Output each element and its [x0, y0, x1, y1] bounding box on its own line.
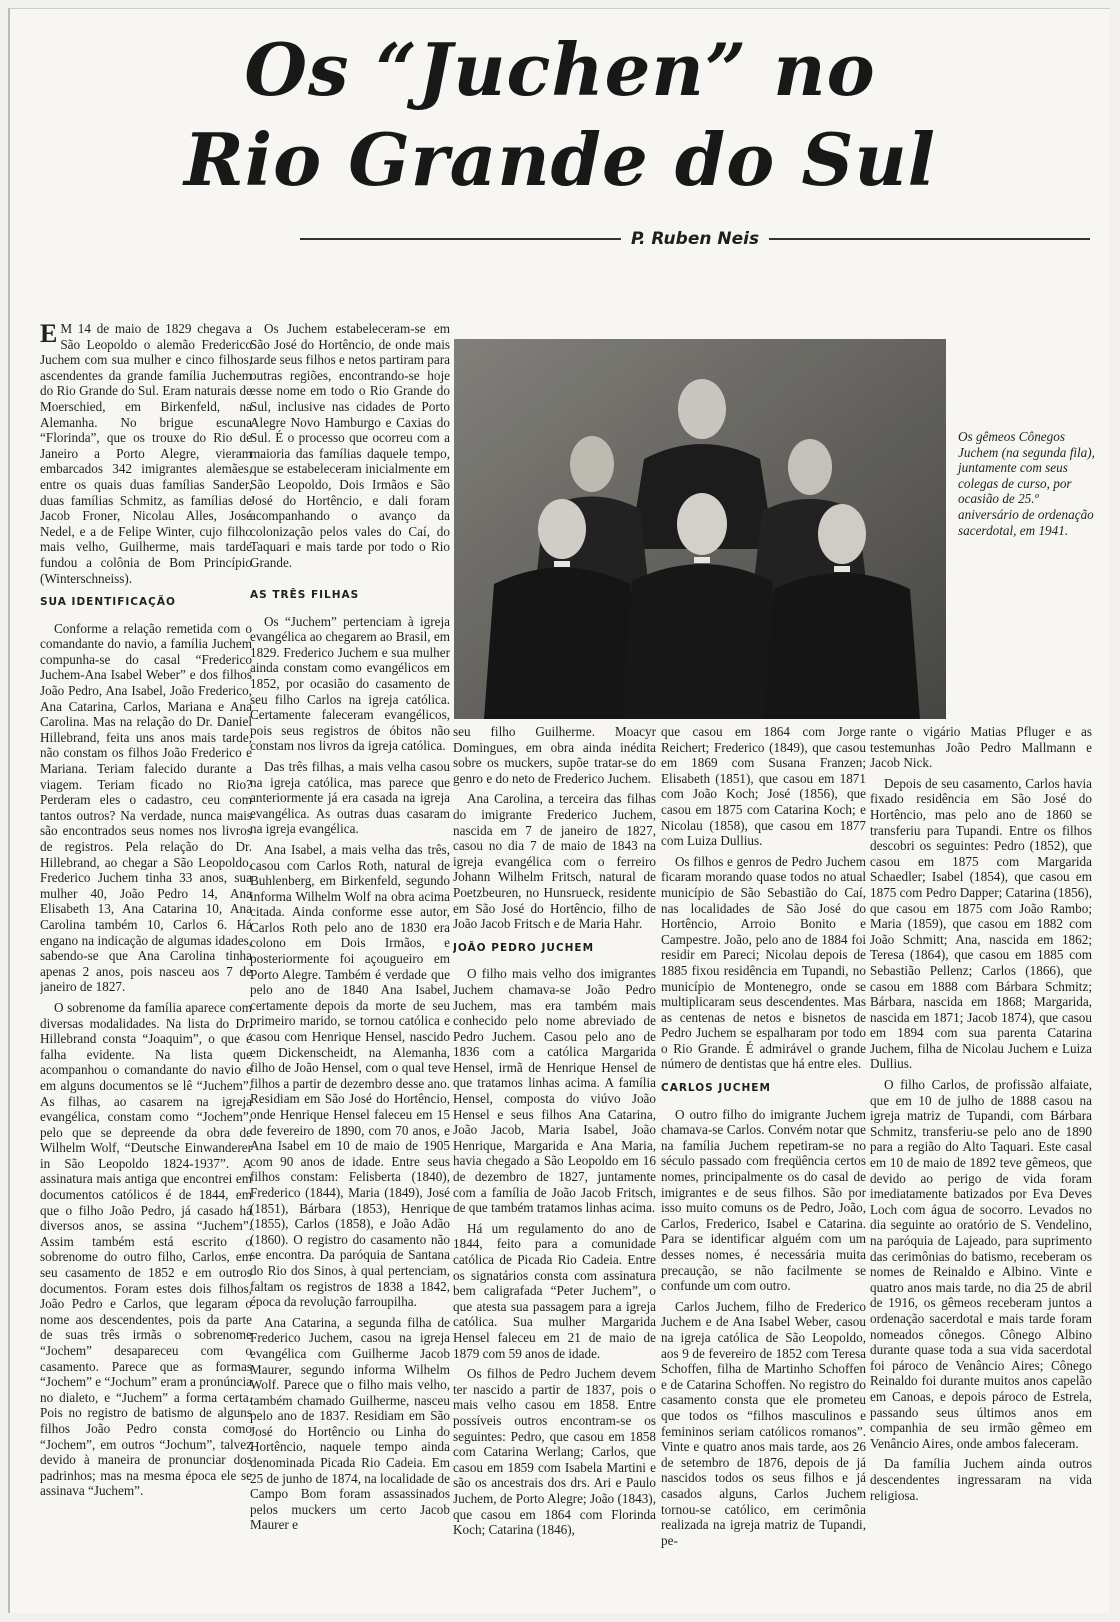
column-3 — [453, 724, 656, 1614]
title-line-2: Rio Grande do Sul — [183, 117, 937, 202]
paragraph: Carlos Juchem, filho de Frederico Juchem e de Ana Isabel Weber, casou na igreja católica de São Leopoldo, aos 9 de fevereiro de 1852 com Teresa Schoffen, filha de Martinho Schoffen e de Catarina Schoffen. No registro do casamento consta que ele prometeu que todos os “filhos masculinos e femininos seriam católicos romanos”. Vinte e quatro anos mais tarde, aos 26 de setembro de 1876, depois de já nascidos todos os seus filhos e já casados alguns, Carlos Juchem tornou-se católico, em cerimônia realizada na igreja matriz de Tupandi, pe- — [661, 1298, 866, 1548]
paragraph: Ana Catarina, a segunda filha de Frederico Juchem, casou na igreja evangélica com Guilherme Jacob Maurer, segundo informa Wilhelm Wolf. Parece que o filho mais velho, também chamado Guilherme, nasceu pelo ano de 1837. Residiam em São José do Hortêncio ou Linha do Hortêncio, naquele tempo ainda denominada Picada Rio Cadeia. Em 25 de junho de 1874, na localidade de Campo Bom foram assassinados pelos muckers um certo Jacob Maurer e — [250, 1314, 450, 1533]
intro-paragraph — [40, 321, 252, 586]
paragraph: O filho Carlos, de profissão alfaiate, que em 10 de julho de 1888 casou na igreja matriz de Tupandi, com Bárbara Schmitz, transferiu-se pelo ano de 1890 para a região do Alto Taquari. Este casal em 10 de maio de 1892 teve gêmeos, que devido ao perigo de vida foram imediatamente batizados por Eva Deves Loch com água de socorro. Levados no dia seguinte ao oratório de S. Vendelino, na paróquia de Lajeado, para suprimento das cerimônias do batismo, receberam os nomes de Reinaldo e Albino. Vinte e quatro anos mais tarde, no dia 25 de abril de 1916, os gêmeos receberam juntos a ordenação sacerdotal e mais tarde foram nomeados cônegos. Cônego Albino durante quase toda a sua vida sacerdotal foi pároco de Venâncio Aires; Cônego Reinaldo foi durante muitos anos capelão em Canoas, e depois pároco de Estrela, passando seus últimos anos em companhia de seu irmão gêmeo em Venâncio Aires, onde ambos faleceram. — [870, 1077, 1092, 1451]
paragraph: Da família Juchem ainda outros descendentes ingressaram na vida religiosa. — [870, 1456, 1092, 1503]
section-heading-tres-filhas: AS TRÊS FILHAS — [250, 589, 360, 601]
byline-rule-left — [300, 238, 621, 240]
column-4 — [661, 724, 866, 1614]
section-heading-carlos: CARLOS JUCHEM — [661, 1082, 771, 1095]
paragraph: Ana Isabel, a mais velha das três, casou com Carlos Roth, natural de Buhlenberg, em Birkenfeld, segundo informa Wilhelm Wolf na obra acima citada. Ainda conforme esse autor, Carlos Roth pelo ano de 1830 era colono em Dois Irmãos, e posteriormente foi açougueiro em Porto Alegre. Também é verdade que pelo ano de 1840 Ana Isabel, certamente depois da morte de seu primeiro marido, se tornou católica e casou com Henrique Hensel, nascido em Dickenscheidt, na Alemanha, filho de João Hensel, com o qual teve filhos a partir de dezembro desse ano. Residiam em São José do Hortêncio, onde Henrique Hensel faleceu em 15 de fevereiro de 1890, com 70 anos, e Ana Isabel em 10 de maio de 1905 com 90 anos de idade. Entre seus filhos constam: Felisberta (1840), Frederico (1844), Maria (1849), José (1851), Bárbara (1853), Henrique (1855), Carlos (1858), e João Adão (1860). O registro do casamento não se encontra. Da paróquia de Santana do Rio dos Sinos, à qual pertenciam, faltam os registros de 1838 a 1842, época da revolução farroupilha. — [250, 841, 450, 1310]
title-line-1: Os “Juchen” no — [244, 27, 876, 112]
dropcap: E — [40, 321, 58, 348]
paragraph: Há um regulamento do ano de 1844, feito para a comunidade católica de Picada Rio Cadeia. Entre os signatários consta com assinatura bem caligrafada “Peter Juchem”, o que atesta sua passagem para a igreja católica. Sua mulher Margarida Hensel faleceu em 21 de maio de 1879 com 59 anos de idade. — [453, 1220, 656, 1361]
paragraph: O filho mais velho dos imigrantes Juchem chamava-se João Pedro Juchem, mas era também mais conhecido pelo nome abreviado de Pedro Juchem. Casou pelo ano de 1836 com a católica Margarida Hensel, irmã de Henrique Hensel de que tratamos linhas acima. A família Hensel, composta do viúvo João Hensel e seus filhos Ana Catarina, João Jacob, Maria Isabel, João Henrique, Margarida e Ana Maria, havia chegado a São Leopoldo em 16 de dezembro de 1827, juntamente com a família de João Jacob Fritsch, de que também tratamos linhas acima. — [453, 966, 656, 1216]
newspaper-page — [8, 8, 1110, 1613]
paragraph: Os Juchem estabeleceram-se em São José do Hortêncio, de onde mais tarde seus filhos e netos partiram para outras regiões, encontrando-se hoje esse nome em todo o Rio Grande do Sul, inclusive nas cidades de Porto Alegre Novo Hamburgo e Caxias do Sul. É o processo que ocorreu com a maioria das famílias daquele tempo, que se estabeleceram inicialmente em São Leopoldo, Dois Irmãos e São José do Hortêncio, e dali foram acompanhando o avanço da colonização pelos vales do Caí, do Taquari e mais tarde por todo o Rio Grande. — [250, 321, 450, 570]
paragraph: Depois de seu casamento, Carlos havia fixado residência em São José do Hortêncio, mas pelo ano de 1860 se transferiu para Tupandi. Entre os filhos descobri os seguintes: Pedro (1852), que casou em 1875 com Margarida Schaedler; Isabel (1854), que casou em 1875 com Pedro Dapper; Catarina (1856), que casou em 1875 com João Rambo; Maria (1859), que casou em 1882 com João Schmitt; Ana, nascida em 1862; Teresa (1864), que casou em 1885 com Sebastião Pellenz; Carlos (1866), que casou em 1888 com Bárbara Schmitz; Bárbara, nascida em 1868; Margarida, nascida em 1871; Jacob 1874), que casou em 1894 com sua parenta Catarina Juchem, filha de Nicolau Juchem e Luiza Dullius. — [870, 775, 1092, 1072]
paragraph: seu filho Guilherme. Moacyr Domingues, em obra ainda inédita sobre os muckers, supõe tratar-se do genro e do neto de Frederico Juchem. — [453, 724, 656, 786]
group-photo — [454, 339, 946, 719]
priests-photo-illustration — [454, 339, 946, 719]
column-1 — [40, 321, 252, 1611]
column-5 — [870, 724, 1092, 1614]
paragraph: O outro filho do imigrante Juchem chamava-se Carlos. Convém notar que na família Juchem repetiram-se no século passado com freqüência certos nomes, principalmente os do casal de imigrantes e de seus filhos. São por isso muito comuns os de Pedro, João, Carlos, Frederico, Isabel e Catarina. Para se identificar alguém com um desses nomes, é necessária muita precaução, se não facilmente se confunde um com outro. — [661, 1106, 866, 1294]
paragraph: rante o vigário Matias Pfluger e as testemunhas João Pedro Mallmann e Jacob Nick. — [870, 724, 1092, 771]
paragraph: Das três filhas, a mais velha casou na igreja católica, mas parece que anteriormente já era casada na igreja evangélica. As outras duas casaram na igreja evangélica. — [250, 758, 450, 837]
column-2-top — [250, 321, 450, 611]
paragraph: Conforme a relação remetida com o comandante do navio, a família Juchem compunha-se do casal “Frederico Juchem-Ana Isabel Weber” e dos filhos João Pedro, Ana Isabel, João Frederico, Ana Catarina, Carlos, Mariana e Ana Carolina. Mas na relação do Dr. Daniel Hillebrand, feita uns anos mais tarde, não constam os filhos João Frederico e Mariana. Teriam falecido durante a viagem. Teriam ficado no Rio? Perderam eles o cadastro, ceu com tantos outros? Na verdade, nunca mais são encontrados seus nomes nos livros de registros. Pela relação do Dr. Hillebrand, ao chegar a São Leopoldo, Frederico Juchem tinha 33 anos, sua mulher 40, João Pedro 14, Ana Elisabeth 13, Ana Catarina 10, Ana Carolina também 10, Carlos 6. Há engano na indicação de algumas idades, sabendo-se que Ana Carolina tinha apenas 2 anos, pois nasceu aos 7 de janeiro de 1827. — [40, 620, 252, 995]
byline-row — [300, 227, 1090, 251]
photo-caption: Os gêmeos Cônegos Juchem (na segunda fila), juntamente com seus colegas de curso, por ocasião de 25.º aniversário de ordenação sacerdotal, em 1941. — [958, 429, 1095, 538]
paragraph: que casou em 1864 com Jorge Reichert; Frederico (1849), que casou em 1869 com Susana Franzen; Elisabeth (1851), que casou em 1871 com João Koch; José (1856), que casou em 1875 com Catarina Koch; e Nicolau (1858), que casou em 1877 com Luiza Dullius. — [661, 724, 866, 849]
paragraph: O sobrenome da família aparece com diversas modalidades. Na lista do Dr. Hillebrand consta “Joaquim”, o que é falha evidente. Na lista que acompanhou o comandante do navio e em alguns documentos se lê “Juchem”. As filhas, ao casarem na igreja evangélica, constam como “Jochem”, pelo que se depreende da obra de Wilhelm Wolf, “Deutsche Einwanderer in São Leopoldo 1824-1937”. A assinatura mais antiga que encontrei em documentos católicos é de 1844, em que o filho João Pedro, já casado há diversos anos, se assina “Juchem”. Assim também está escrito o sobrenome do outro filho, Carlos, em seu casamento de 1852 e em outros documentos. Foram estes dois filhos, João Pedro e Carlos, que legaram o nome aos descendentes, pois da parte de suas três irmãs o sobrenome “Jochem” desapareceu com o casamento. Parece que as formas “Jochem” e “Jochum” eram a pronúncia no dialeto, e “Juchem” a forma certa. Pois no registro de batismo de alguns filhos João Pedro consta como “Jochem”, em outros “Jochum”, talvez devido à maneira de pronunciar dos padrinhos; mas na mesma época ele se assinava “Juchem”. — [40, 999, 252, 1499]
section-heading-identificacao: SUA IDENTIFICAÇÃO — [40, 596, 176, 609]
byline-rule-right — [769, 238, 1090, 240]
paragraph: Os “Juchem” pertenciam à igreja evangélica ao chegarem ao Brasil, em 1829. Frederico Juchem e sua mulher ainda constam como evangélicos em 1852, por ocasião do casamento de seu filho Carlos na igreja católica. Certamente faleceram evangélicos, pois seus registros de óbitos não constam nos livros da igreja católica. — [250, 613, 450, 754]
section-heading-joao-pedro: JOÃO PEDRO JUCHEM — [453, 941, 595, 954]
paragraph: Ana Carolina, a terceira das filhas do imigrante Frederico Juchem, nascida em 7 de janeiro de 1827, casou no dia 7 de maio de 1843 na igreja evangélica com o ferreiro Johann Wilhelm Fritsch, natural de Poetzbeuren, no Hunsrueck, residente em São José do Hortêncio, filho de João Jacob Fritsch e de Maria Hahr. — [453, 791, 656, 932]
paragraph: Os filhos de Pedro Juchem devem ter nascido a partir de 1837, pois o mais velho casou em 1858. Entre possíveis outros encontram-se os seguintes: Pedro, que casou em 1858 com Catarina Werlang; Carlos, que casou em 1859 com Isabela Martini e são os ancestrais dos drs. Ari e Paulo Juchem, de Porto Alegre; João (1843), que casou em 1864 com Florinda Koch; Catarina (1846), — [453, 1366, 656, 1538]
byline: P. Ruben Neis — [630, 229, 760, 249]
paragraph: Os filhos e genros de Pedro Juchem ficaram morando quase todos no atual município de São Sebastião do Caí, nas localidades de São José do Hortêncio, Arroio Bonito e Campestre. João, pelo ano de 1884 foi residir em Pareci; Nicolau depois de 1885 fixou residência em Tupandi, no município de Montenegro, onde se multiplicaram seus descendentes. Mas as centenas de netos e bisnetos de Pedro Juchem se espalharam por todo o Rio Grande. É admirável o grande número de dentistas que há entre eles. — [661, 853, 866, 1072]
column-2 — [250, 579, 450, 1614]
intro-text: M 14 de maio de 1829 chegava a São Leopoldo o alemão Frederico Juchem com sua mulher e cinco filhos, ascendentes da grande família Juchem do Rio Grande do Sul. Eram naturais de Moerschied, em Birkenfeld, na Alemanha. No brigue escuna “Florinda”, que os trouxe do Rio de Janeiro a Porto Alegre, vieram embarcados 342 imigrantes alemães, entre os quais duas famílias Sander, duas famílias Schmitz, as famílias de Jacob Froner, Nicolau Alles, José Nedel, e a de Felipe Winter, cujo filho mais velho, Guilherme, mais tarde fundou a colônia de Bom Princípio (Winterschneiss). — [40, 321, 252, 586]
